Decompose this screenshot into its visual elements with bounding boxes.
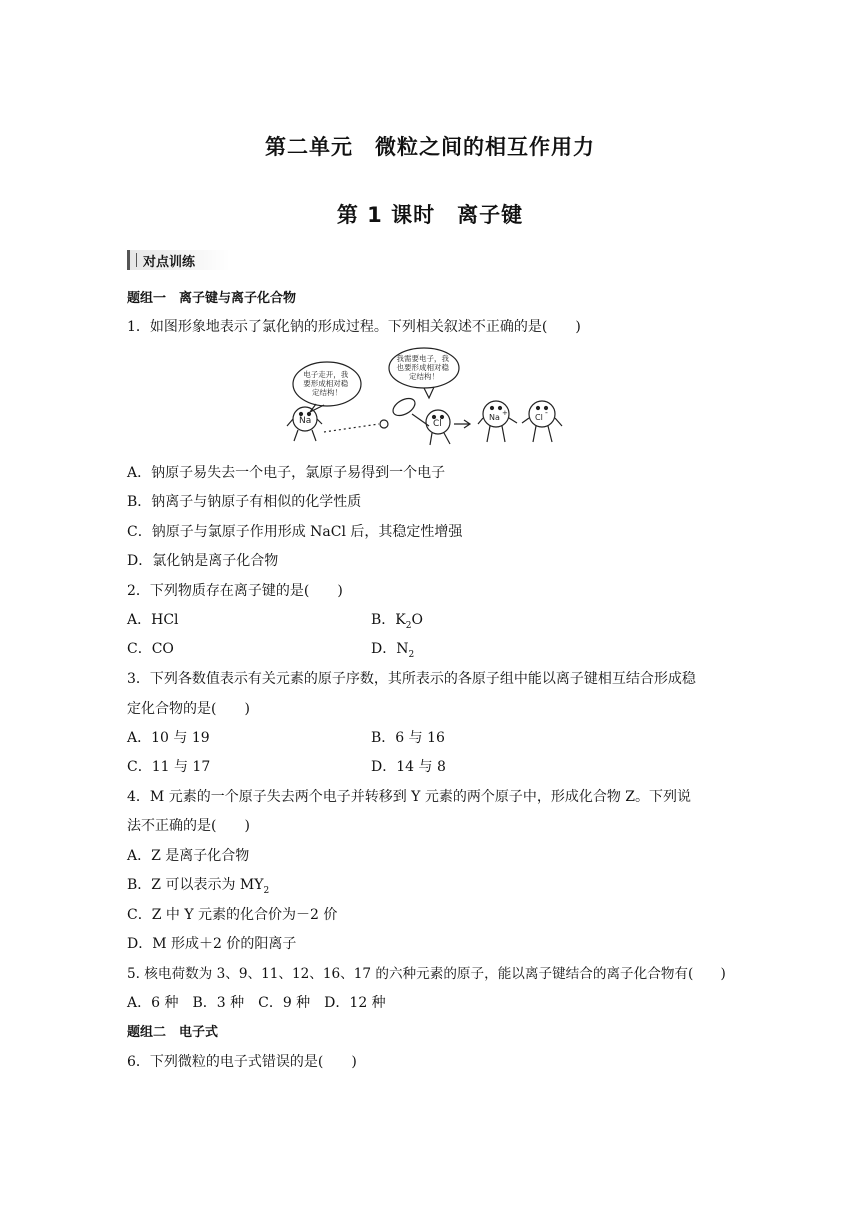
- q4-stem-line-1: 4．M 元素的一个原子失去两个电子并转移到 Y 元素的两个原子中，形成化合物 Z。下列说: [127, 789, 692, 805]
- nacl-formation-illustration: [284, 346, 574, 448]
- q1-option-d: D．氯化钠是离子化合物: [127, 553, 279, 569]
- q2-option-b: B．$K_2O$: [371, 612, 423, 631]
- cl-bubble-line-2: 也要形成相对稳: [396, 363, 450, 372]
- q3-option-a: A．10 与 19: [127, 730, 210, 746]
- svg-text:我需要电子，我 也要形成相对稳 定结: [397, 353, 452, 381]
- q3-option-c: C．11 与 17: [127, 759, 211, 775]
- electron-trail: [324, 424, 379, 432]
- q1-option-c: C．钠原子与氯原子作用形成 NaCl 后，其稳定性增强: [127, 524, 463, 540]
- section-tag: [127, 250, 230, 270]
- q1-option-b: B．钠离子与钠原子有相似的化学性质: [127, 494, 362, 510]
- q4-option-d: D．M 形成＋2 价的阳离子: [127, 936, 297, 952]
- cl-bubble-line-3: 定结构！: [409, 372, 439, 381]
- cl-bubble-line-1: 我需要电子，我: [396, 354, 450, 363]
- q1-option-a: A．钠原子易失去一个电子，氯原子易得到一个电子: [127, 465, 446, 481]
- q4-stem-line-2: 法不正确的是( ): [127, 818, 250, 834]
- svg-text:电子走开，我 要形成相对稳 定结构！: [303, 369, 350, 397]
- q2-option-d: D．$N_2$: [371, 641, 415, 660]
- na-bubble-line-1: 电子走开，我: [303, 370, 349, 379]
- cl-ion-charge: -: [545, 408, 548, 417]
- tag-bar: [136, 253, 137, 267]
- section-tag-label: 对点训练: [143, 255, 196, 270]
- q2-option-a: A．HCl: [127, 612, 179, 628]
- reaction-arrow: [454, 420, 470, 428]
- q5-options: A．6 种 B．3 种 C．9 种 D．12 种: [127, 995, 386, 1011]
- main-title: 第二单元 微粒之间的相互作用力: [265, 135, 595, 159]
- q3-stem-line-1: 3．下列各数值表示有关元素的原子序数，其所表示的各原子组中能以离子键相互结合形成稳: [127, 671, 696, 687]
- cl-atom-label: Cl: [433, 419, 442, 429]
- q2-option-c: C．CO: [127, 641, 174, 657]
- q2-stem: 2．下列物质存在离子键的是( ): [127, 583, 343, 599]
- na-ion-label: Na: [489, 413, 500, 422]
- q4-option-a: A．Z 是离子化合物: [127, 848, 250, 864]
- sub-title: 第 1 课时 离子键: [336, 203, 524, 227]
- q1-stem: 1．如图形象地表示了氯化钠的形成过程。下列相关叙述不正确的是( ): [127, 319, 581, 335]
- na-ion-charge: +: [502, 409, 508, 417]
- q6-stem: 6．下列微粒的电子式错误的是( ): [127, 1054, 357, 1070]
- group-1-heading: 题组一 离子键与离子化合物: [127, 291, 297, 306]
- q3-option-b: B．6 与 16: [371, 730, 445, 746]
- na-atom-label: Na: [299, 416, 312, 426]
- cl-bubble-tail: [424, 387, 434, 398]
- electron: [380, 420, 388, 428]
- na-bubble-line-2: 要形成相对稳: [303, 379, 349, 388]
- q3-stem-line-2: 定化合物的是( ): [127, 701, 250, 717]
- cl-ion-label: Cl: [535, 413, 543, 422]
- na-bubble-line-3: 定结构！: [312, 388, 342, 397]
- q3-option-d: D．14 与 8: [371, 759, 446, 775]
- group-2-heading: 题组二 电子式: [127, 1025, 219, 1040]
- q4-option-c: C．Z 中 Y 元素的化合价为－2 价: [127, 907, 338, 923]
- q4-option-b: B．Z 可以表示为 $MY_2$: [127, 877, 270, 896]
- q5-stem: 5. 核电荷数为 3、9、11、12、16、17 的六种元素的原子，能以离子键结合的离子化合物有( ): [127, 966, 726, 982]
